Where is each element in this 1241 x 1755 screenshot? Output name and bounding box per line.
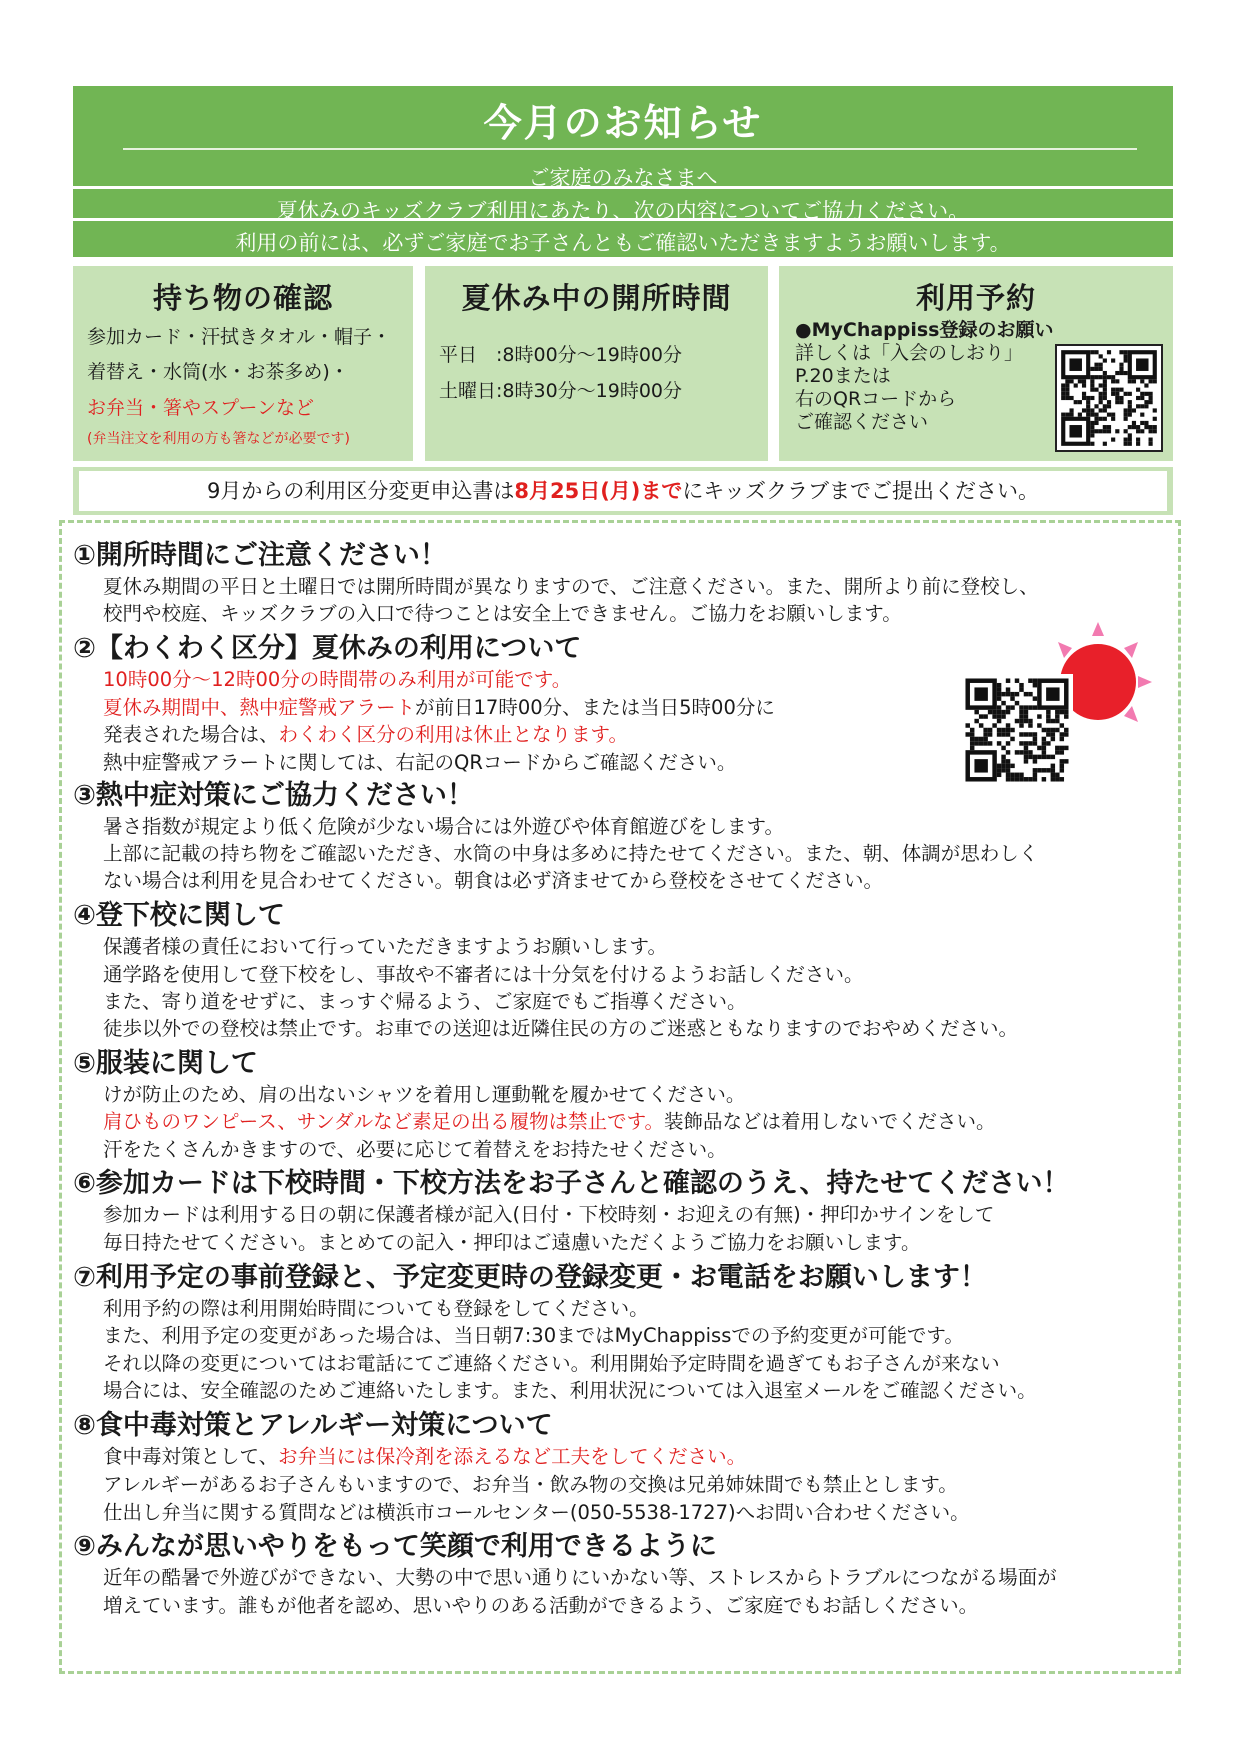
deadline-after: にキッズクラブまでご提出ください。: [682, 479, 1039, 503]
reservation-line: 詳しくは「入会のしおり」: [795, 342, 1024, 364]
hours-title: 夏休み中の開所時間: [461, 281, 732, 315]
section-6-line: 参加カードは利用する日の朝に保護者様が記入(日付・下校時刻・お迎えの有無)・押印かサインをして: [103, 1203, 995, 1226]
section-title-3: ③熱中症対策にご協力ください！: [73, 780, 474, 811]
accessory-note: 装飾品などは着用しないでください。: [664, 1110, 996, 1133]
header-line: 利用の前には、必ずご家庭でお子さんともご確認いただきますようお願いします。: [235, 231, 1011, 255]
section-title-4: ④登下校に関して: [73, 900, 285, 931]
suspension-notice: わくわく区分の利用は休止となります。: [278, 723, 628, 746]
section-2-line: 10時00分～12時00分の時間帯のみ利用が可能です。: [103, 668, 572, 691]
hours-weekday: 平日 :8時00分～19時00分: [439, 344, 683, 366]
section-2-line: [103, 692, 775, 720]
section-title-6: ⑥参加カードは下校時間・下校方法をお子さんと確認のうえ、持たせてください！: [73, 1168, 1070, 1199]
belongings-line: 着替え・水筒(水・お茶多め)・: [87, 361, 349, 383]
alert-condition: 発表された場合は、: [103, 723, 279, 746]
section-6-line: 毎日持たせてください。まとめての記入・押印はご遠慮いただくようご協力をお願いします。: [103, 1231, 921, 1254]
section-4-line: 保護者様の責任において行っていただきますようお願いします。: [103, 935, 667, 958]
hours-saturday: 土曜日:8時30分～19時00分: [439, 380, 683, 402]
section-7-line: 利用予約の際は利用開始時間についても登録をしてください。: [103, 1297, 649, 1320]
reservation-heading: ●MyChappiss登録のお願い: [795, 319, 1054, 341]
section-8-line: [103, 1441, 746, 1469]
belongings-lunch: お弁当・箸やスプーンなど: [87, 397, 315, 419]
reservation-title: 利用予約: [915, 281, 1036, 315]
section-1-line: 夏休み期間の平日と土曜日では開所時間が異なりますので、ご注意ください。また、開所より前に登校し、: [103, 575, 1039, 598]
section-5-line: けが防止のため、肩の出ないシャツを着用し運動靴を履かせてください。: [103, 1083, 746, 1106]
section-8-line: アレルギーがあるお子さんもいますので、お弁当・飲み物の交換は兄弟姉妹間でも禁止とします。: [103, 1473, 958, 1496]
deadline-banner: [73, 467, 1173, 515]
deadline-text: [79, 471, 1167, 511]
section-3-line: 上部に記載の持ち物をご確認いただき、水筒の中身は多めに持たせてください。また、朝、体調が思わしく: [103, 842, 1039, 865]
section-2-line: 熱中症警戒アラートに関しては、右記のQRコードからご確認ください。: [103, 751, 737, 774]
section-7-line: また、利用予定の変更があった場合は、当日朝7:30まではMyChappissでの予約変更が可能です。: [103, 1324, 964, 1347]
section-7-line: 場合には、安全確認のためご連絡いたします。また、利用状況については入退室メールをご確認ください。: [103, 1379, 1037, 1402]
section-title-5: ⑤服装に関して: [73, 1048, 258, 1079]
ice-pack-notice: お弁当には保冷剤を添えるなど工夫をしてください。: [278, 1445, 747, 1468]
prohibited-clothing: 肩ひものワンピース、サンダルなど素足の出る履物は禁止です。: [103, 1110, 665, 1133]
section-title-7: ⑦利用予定の事前登録と、予定変更時の登録変更・お電話をお願いします！: [73, 1262, 987, 1293]
section-1-line: 校門や校庭、キッズクラブの入口で待つことは安全上できません。ご協力をお願いします。: [103, 602, 902, 625]
belongings-line: 参加カード・汗拭きタオル・帽子・: [87, 326, 392, 348]
section-2-line: [103, 719, 628, 747]
reservation-qr-code[interactable]: [1055, 344, 1163, 452]
notice-header: [73, 86, 1173, 257]
section-4-line: また、寄り道をせずに、まっすぐ帰るよう、ご家庭でもご指導ください。: [103, 990, 747, 1013]
section-5-line: 汗をたくさんかきますので、必要に応じて着替えをお持たせください。: [103, 1138, 727, 1161]
reservation-line: ご確認ください: [795, 411, 929, 433]
header-line: 夏休みのキッズクラブ利用にあたり、次の内容についてご協力ください。: [276, 199, 970, 223]
alert-phrase: 夏休み期間中、熱中症警戒アラート: [103, 696, 416, 719]
section-title-1: ①開所時間にご注意ください！: [73, 540, 447, 571]
header-greeting: ご家庭のみなさまへ: [528, 166, 718, 190]
reservation-line: P.20または: [795, 365, 891, 387]
heat-alert-qr-code[interactable]: [961, 674, 1073, 786]
header-divider: [123, 148, 1137, 150]
belongings-note: (弁当注文を利用の方も箸などが必要です): [87, 431, 350, 447]
deadline-before: 9月からの利用区分変更申込書は: [207, 479, 515, 503]
belongings-title: 持ち物の確認: [152, 281, 333, 315]
belongings-box: [73, 266, 413, 461]
section-5-line: [103, 1106, 996, 1134]
section-7-line: それ以降の変更についてはお電話にてご連絡ください。利用開始予定時間を過ぎてもお子さんが来ない: [103, 1352, 1000, 1375]
reservation-line: 右のQRコードから: [795, 388, 957, 410]
food-poisoning-lead: 食中毒対策として、: [103, 1445, 279, 1468]
section-title-8: ⑧食中毒対策とアレルギー対策について: [73, 1410, 553, 1441]
alert-time: が前日17時00分、または当日5時00分に: [415, 696, 775, 719]
section-8-line: 仕出し弁当に関する質問などは横浜市コールセンター(050-5538-1727)へお問い合わせください。: [103, 1501, 970, 1524]
reservation-box: [779, 266, 1173, 461]
section-3-line: ない場合は利用を見合わせてください。朝食は必ず済ませてから登校をさせてください。: [103, 869, 884, 892]
section-4-line: 徒歩以外での登校は禁止です。お車での送迎は近隣住民の方のご迷惑ともなりますのでおやめください。: [103, 1017, 1018, 1040]
hours-box: [425, 266, 768, 461]
section-title-2: ②【わくわく区分】夏休みの利用について: [73, 633, 582, 664]
section-3-line: 暑さ指数が規定より低く危険が少ない場合には外遊びや体育館遊びをします。: [103, 815, 784, 838]
section-4-line: 通学路を使用して登下校をし、事故や不審者には十分気を付けるようお話しください。: [103, 963, 864, 986]
deadline-date: 8月25日(月)まで: [514, 479, 683, 503]
section-9-line: 増えています。誰もが他者を認め、思いやりのある活動ができるよう、ご家庭でもお話しください。: [103, 1594, 979, 1617]
page-title: 今月のお知らせ: [483, 101, 763, 145]
section-title-9: ⑨みんなが思いやりをもって笑顔で利用できるように: [73, 1531, 717, 1562]
section-9-line: 近年の酷暑で外遊びができない、大勢の中で思い通りにいかない等、ストレスからトラブルにつながる場面が: [103, 1566, 1057, 1589]
